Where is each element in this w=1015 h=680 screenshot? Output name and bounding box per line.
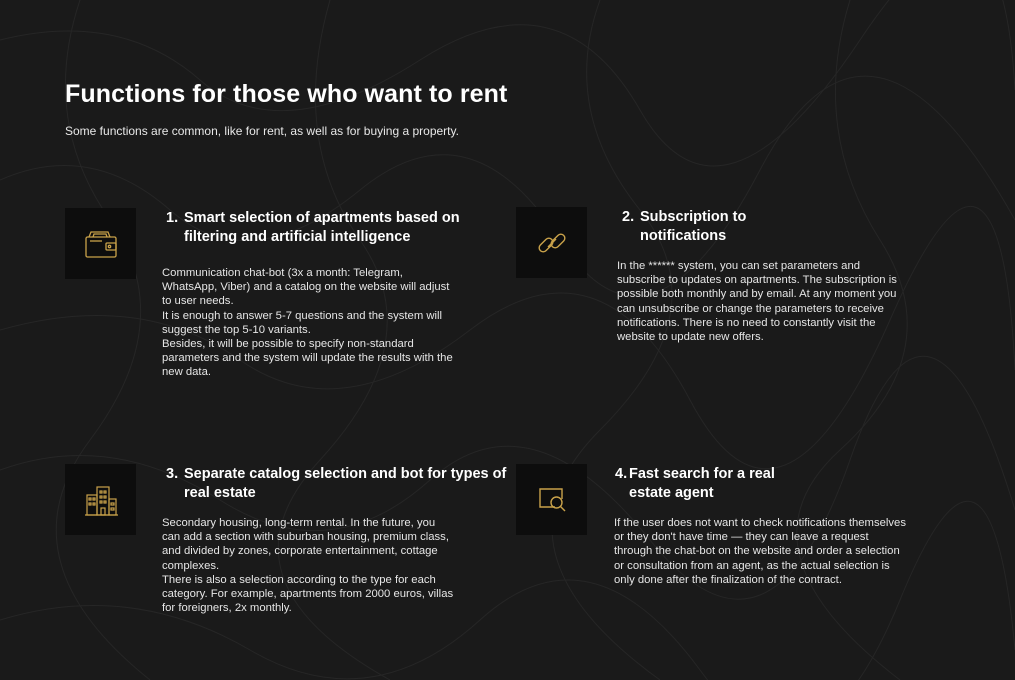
feature-description: [162, 516, 454, 615]
feature-number: 4.: [615, 466, 628, 482]
feature-description-line: Secondary housing, long-term rental. In the future, you can add a section with suburban housing, premium class, and divided by zones, corporate entertainment, cottage complexes.: [162, 517, 449, 572]
feature-icon-box: [65, 464, 136, 535]
feature-title: [166, 465, 511, 503]
feature-icon-box: [516, 464, 587, 535]
feature-description-line: Communication chat-bot (3x a month: Telegram, WhatsApp, Viber) and a catalog on the website will adjust to user needs.: [162, 267, 450, 308]
feature-title-text: Separate catalog selection and bot for types of real estate: [184, 466, 507, 501]
feature-description: [617, 259, 909, 344]
feature-description-line: There is also a selection according to the type for each category. For example, apartments from 2000 euros, villas for foreigners, 2x monthly.: [162, 573, 454, 615]
feature-number: 3.: [166, 466, 179, 482]
feature-title: [615, 465, 805, 503]
feature-description: [162, 266, 454, 380]
feature-title-text: Smart selection of apartments based on filtering and artificial intelligence: [184, 210, 460, 245]
feature-title: [166, 209, 486, 247]
page-subtitle: Some functions are common, like for rent, as well as for buying a property.: [65, 124, 459, 138]
feature-icon-box: [65, 208, 136, 279]
search-document-icon: [535, 483, 569, 517]
feature-title: [622, 208, 782, 246]
feature-number: 1.: [166, 210, 179, 226]
wallet-icon: [84, 229, 118, 259]
feature-description-line: In the ****** system, you can set parameters and subscribe to updates on apartments. The subscription is possible both monthly and by email. At any moment you can unsubscribe or change the parameters to receive notifications. There is no need to constantly visit the website to update new offers.: [617, 260, 897, 344]
feature-description-line: If the user does not want to check notifications themselves or they don't have time — they can leave a request through the chat-bot on the website and order a selection or consultation from an agent, as the actual selection is only done after the finalization of the contract.: [614, 517, 906, 586]
feature-description: [614, 516, 910, 587]
buildings-icon: [83, 483, 119, 517]
feature-title-text: Fast search for a real estate agent: [629, 466, 775, 501]
feature-description-line: Besides, it will be possible to specify non-standard parameters and the system will update the results with the new data.: [162, 338, 453, 379]
link-icon: [535, 226, 569, 260]
feature-description-line: It is enough to answer 5-7 questions and the system will suggest the top 5-10 variants.: [162, 309, 443, 336]
page-title: Functions for those who want to rent: [65, 80, 508, 108]
feature-number: 2.: [622, 209, 635, 225]
feature-title-text: Subscription to notifications: [640, 209, 747, 244]
feature-icon-box: [516, 207, 587, 278]
